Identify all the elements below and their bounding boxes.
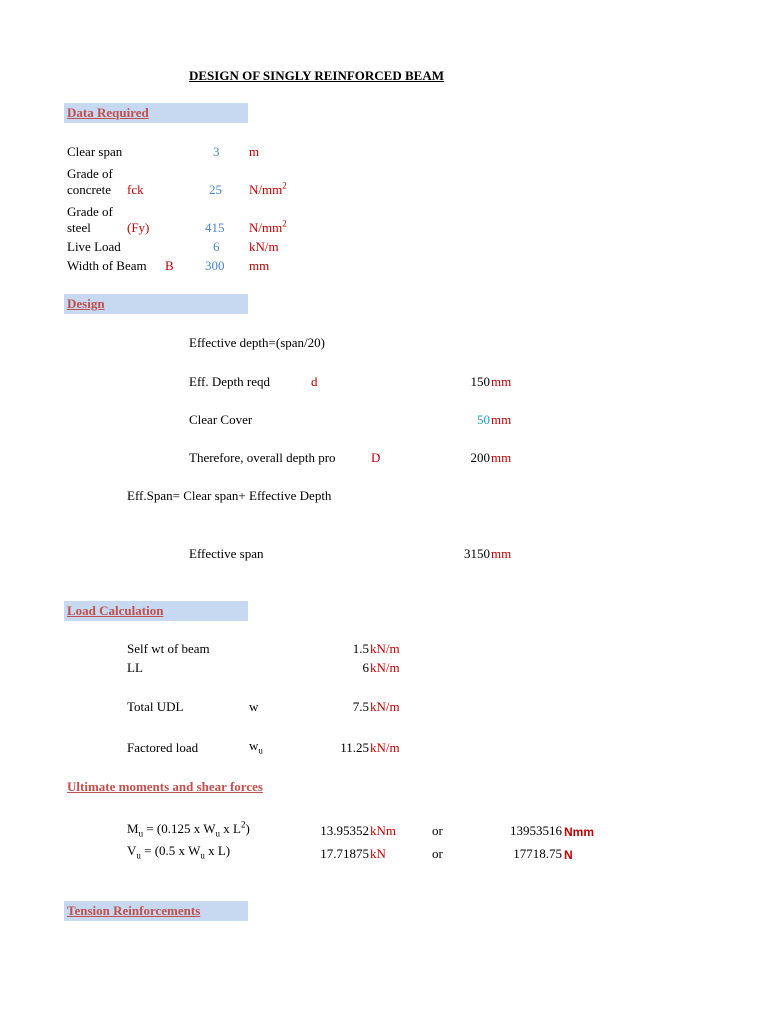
steel-symbol: (Fy) <box>127 220 150 235</box>
factored-load-value: 11.25 <box>340 740 369 755</box>
overall-depth-value: 200 <box>470 450 490 465</box>
moment-eq-sub: u <box>215 828 221 839</box>
section-data-required <box>64 103 248 123</box>
steel-label-1: Grade of <box>67 204 113 219</box>
concrete-unit-sup: 2 <box>282 180 287 191</box>
clear-cover-label: Clear Cover <box>189 412 253 427</box>
overall-depth-unit: mm <box>491 450 512 465</box>
clear-span-unit: m <box>249 144 260 159</box>
concrete-label-1: Grade of <box>67 166 113 181</box>
total-udl-value: 7.5 <box>352 699 369 714</box>
width-label: Width of Beam <box>67 258 147 273</box>
section-label: Tension Reinforcements <box>67 903 201 918</box>
page-title: DESIGN OF SINGLY REINFORCED BEAM <box>189 68 444 83</box>
factored-sym-text: w <box>249 738 259 753</box>
section-design <box>64 294 248 314</box>
moment-sym: M <box>127 821 139 836</box>
clear-cover-unit: mm <box>491 412 512 427</box>
overall-depth-label: Therefore, overall depth pro <box>189 450 336 465</box>
shear-sym: V <box>127 843 137 858</box>
shear-unit: kN <box>370 846 386 861</box>
shear-eq-b: x L) <box>204 843 231 858</box>
shear-value-2: 17718.75 <box>513 846 562 861</box>
shear-eq-sub: u <box>200 850 205 861</box>
eff-span-formula: Eff.Span= Clear span+ Effective Depth <box>127 488 332 503</box>
moment-or: or <box>432 823 443 838</box>
factored-load-label: Factored load <box>127 740 199 755</box>
moment-value: 13.95352 <box>320 823 369 838</box>
eff-span-label: Effective span <box>189 546 264 561</box>
steel-unit-sup: 2 <box>282 218 287 229</box>
concrete-unit-text: N/mm <box>249 182 283 197</box>
moment-eq-a: = (0.125 x W <box>143 821 216 836</box>
moment-value-2: 13953516 <box>510 823 562 838</box>
ll-label: LL <box>127 660 143 675</box>
concrete-label-2: concrete <box>67 182 112 197</box>
concrete-symbol: fck <box>127 182 144 197</box>
section-label: Ultimate moments and shear forces <box>67 779 263 794</box>
live-load-unit: kN/m <box>249 239 279 254</box>
section-label: Load Calculation <box>67 603 164 618</box>
eff-depth-symbol: d <box>311 374 318 389</box>
moment-eq-b: x L <box>220 821 241 836</box>
steel-unit <box>249 220 287 236</box>
clear-span-label: Clear span <box>67 144 123 159</box>
steel-value[interactable]: 415 <box>205 220 225 235</box>
steel-unit-text: N/mm <box>249 220 283 235</box>
concrete-value[interactable]: 25 <box>209 182 222 197</box>
self-wt-value: 1.5 <box>352 641 369 656</box>
eff-span-value: 3150 <box>464 546 490 561</box>
factored-sym-sub: u <box>258 745 263 756</box>
section-ultimate <box>64 777 263 797</box>
eff-depth-value: 150 <box>470 374 490 389</box>
factored-load-symbol <box>249 738 263 754</box>
section-load-calculation <box>64 601 248 621</box>
self-wt-label: Self wt of beam <box>127 641 210 656</box>
ll-value: 6 <box>362 660 369 675</box>
total-udl-label: Total UDL <box>127 699 184 714</box>
live-load-value[interactable]: 6 <box>213 239 220 254</box>
clear-cover-value[interactable]: 50 <box>477 412 490 427</box>
steel-label-2: steel <box>67 220 91 235</box>
shear-equation <box>127 843 230 859</box>
eff-depth-reqd-label: Eff. Depth reqd <box>189 374 270 389</box>
factored-load-unit: kN/m <box>370 740 400 755</box>
moment-eq-c: ) <box>245 821 250 836</box>
section-label: Data Required <box>67 105 149 120</box>
width-unit: mm <box>249 258 270 273</box>
moment-sub: u <box>138 828 144 839</box>
total-udl-unit: kN/m <box>370 699 400 714</box>
shear-sub: u <box>136 850 141 861</box>
total-udl-symbol: w <box>249 699 259 714</box>
moment-unit-2: Nmm <box>564 825 595 839</box>
moment-eq-sup: 2 <box>240 819 246 830</box>
clear-span-value[interactable]: 3 <box>213 144 220 159</box>
width-value[interactable]: 300 <box>205 258 225 273</box>
shear-or: or <box>432 846 443 861</box>
shear-unit-2: N <box>564 848 573 862</box>
live-load-label: Live Load <box>67 239 121 254</box>
eff-span-unit: mm <box>491 546 512 561</box>
section-tension <box>64 901 248 921</box>
shear-eq-a: = (0.5 x W <box>140 843 201 858</box>
self-wt-unit: kN/m <box>370 641 400 656</box>
section-label: Design <box>67 296 105 311</box>
eff-depth-formula: Effective depth=(span/20) <box>189 335 325 350</box>
overall-depth-symbol: D <box>371 450 381 465</box>
width-symbol: B <box>165 258 174 273</box>
shear-value: 17.71875 <box>320 846 369 861</box>
concrete-unit <box>249 182 287 198</box>
eff-depth-unit: mm <box>491 374 512 389</box>
moment-unit: kNm <box>370 823 396 838</box>
moment-equation <box>127 821 250 837</box>
ll-unit: kN/m <box>370 660 400 675</box>
